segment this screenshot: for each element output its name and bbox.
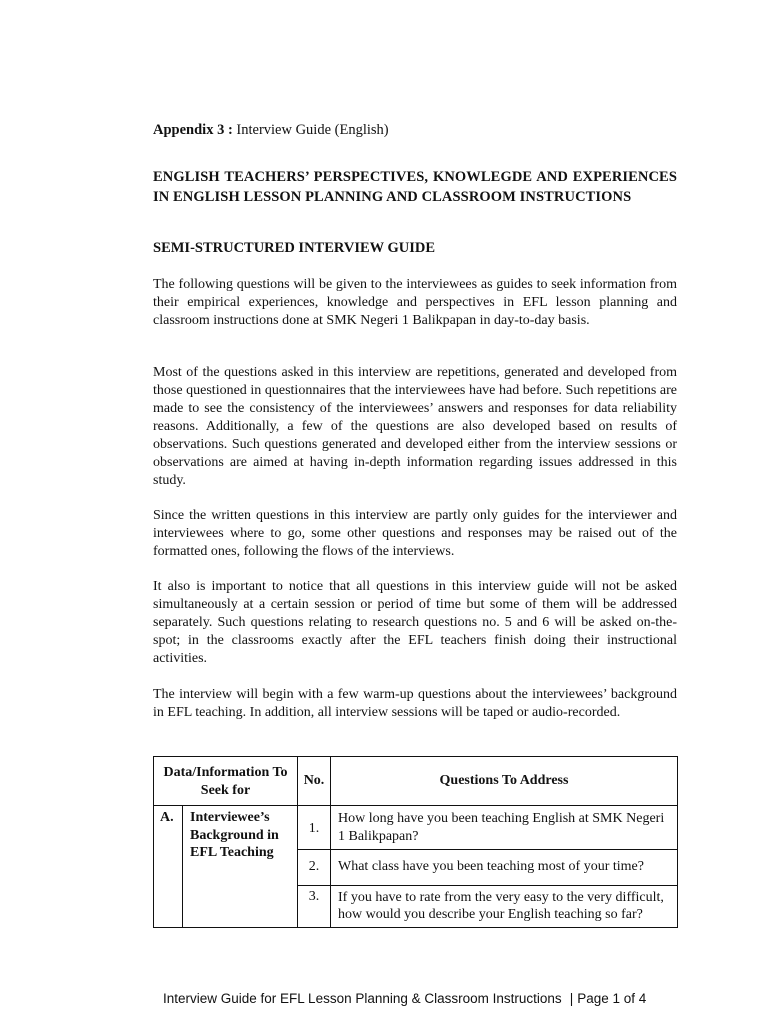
intro-paragraph: The following questions will be given to the interviewees as guides to seek information from their empirical experiences, knowledge and perspectives in EFL lesson planning and classroom instructions done at SMK Negeri 1 Balikpapan in day-to-day basis. xyxy=(153,277,677,328)
page-number: Page 1 of 4 xyxy=(577,991,647,1006)
table-header-row xyxy=(154,757,678,806)
table-row xyxy=(154,806,678,850)
section-letter: A. xyxy=(154,806,183,928)
section-label: Interviewee’s Background in EFL Teaching xyxy=(183,806,298,928)
question-text: If you have to rate from the very easy to the very difficult, how would you describe your English teaching so far? xyxy=(331,885,678,927)
question-text: How long have you been teaching English at SMK Negeri 1 Balikpapan? xyxy=(331,806,678,850)
warmup-paragraph: The interview will begin with a few warm-up questions about the interviewees’ background in EFL teaching. In addition, all interview sessions will be taped or audio-recorded. xyxy=(153,687,677,720)
scheduling-paragraph: It also is important to notice that all questions in this interview guide will not be asked simultaneously at a certain session or period of time but some of them will be addressed separately. Such questions relating to research questions no. 5 and 6 will be asked on-the-spot; in the classrooms exactly after the EFL teachers finish doing their instructional activities. xyxy=(153,579,677,666)
footer-separator: | xyxy=(569,991,574,1006)
page-footer xyxy=(163,990,646,1007)
section-title: SEMI-STRUCTURED INTERVIEW GUIDE xyxy=(153,240,436,256)
question-number: 2. xyxy=(298,850,331,886)
guide-paragraph: Since the written questions in this interview are partly only guides for the interviewer and interviewees where to go, some other questions and responses may be raised out of the formatted ones, following the flows of the interviews. xyxy=(153,508,677,559)
header-questions: Questions To Address xyxy=(331,757,678,806)
appendix-heading xyxy=(153,121,389,139)
appendix-label: Appendix 3 : xyxy=(153,122,233,138)
footer-title: Interview Guide for EFL Lesson Planning & Classroom Instructions xyxy=(163,991,562,1006)
repetition-paragraph: Most of the questions asked in this interview are repetitions, generated and developed from those questioned in questionnaires that the interviewees have had before. Such repetitions are made to see the consistency of the interviewees’ answers and responses for data reliability reasons. Additionally, a few of the questions are also developed based on results of observations. Such questions generated and developed either from the interview sessions or observations are aimed at having in-depth information regarding issues addressed in this study. xyxy=(153,365,677,488)
question-number: 1. xyxy=(298,806,331,850)
header-number: No. xyxy=(298,757,331,806)
document-title: ENGLISH TEACHERS’ PERSPECTIVES, KNOWLEGDE AND EXPERIENCES IN ENGLISH LESSON PLANNING AND CLASSROOM INSTRUCTIONS xyxy=(153,169,677,205)
appendix-title: Interview Guide (English) xyxy=(236,122,389,138)
question-text: What class have you been teaching most of your time? xyxy=(331,850,678,886)
question-number: 3. xyxy=(298,885,331,927)
interview-questions-table xyxy=(153,756,678,928)
header-data-to-seek: Data/Information To Seek for xyxy=(154,757,298,806)
